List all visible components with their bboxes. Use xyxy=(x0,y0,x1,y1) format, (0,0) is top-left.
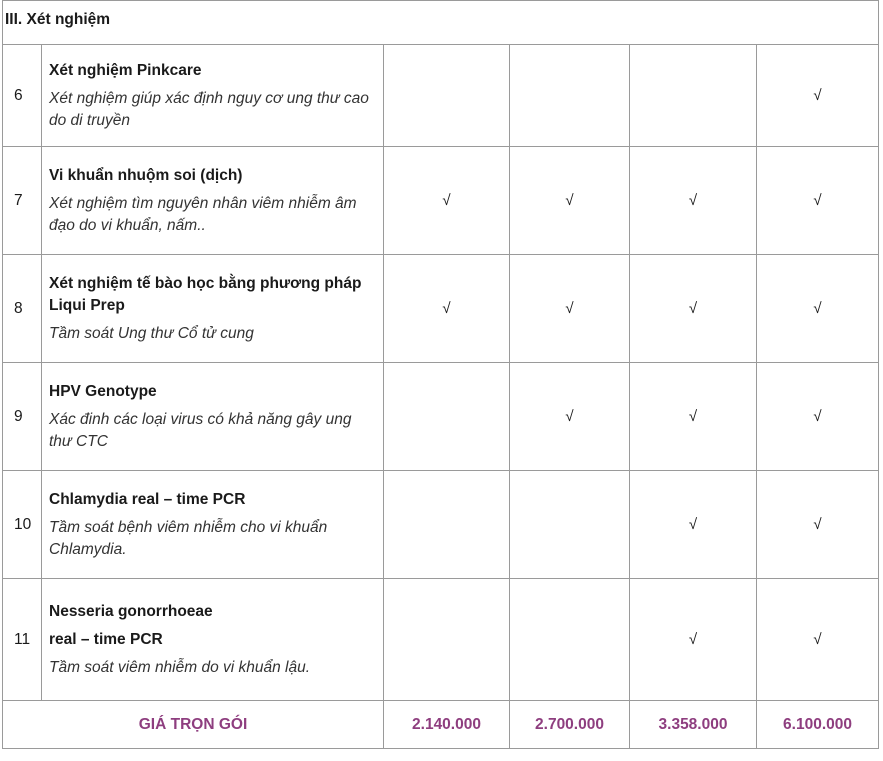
package-3-cell xyxy=(630,255,757,363)
table-row xyxy=(3,363,879,471)
test-cell xyxy=(42,363,384,471)
package-1-cell xyxy=(384,471,510,579)
check-icon: √ xyxy=(688,192,698,209)
test-description: Xét nghiệm tìm nguyên nhân viêm nhiễm âm đạo do vi khuẩn, nấm.. xyxy=(49,194,357,234)
test-description: Xét nghiệm giúp xác định nguy cơ ung thư cao do di truyền xyxy=(49,89,369,129)
table-row xyxy=(3,471,879,579)
package-3-cell xyxy=(630,579,757,701)
check-icon: √ xyxy=(688,408,698,425)
package-4-cell xyxy=(757,45,879,147)
package-3-cell xyxy=(630,363,757,471)
package-4-cell xyxy=(757,579,879,701)
test-name: real – time PCR xyxy=(49,630,163,648)
package-1-cell xyxy=(384,147,510,255)
package-3-cell xyxy=(630,471,757,579)
check-icon: √ xyxy=(688,631,698,648)
check-icon: √ xyxy=(565,408,574,425)
test-name: Xét nghiệm tế bào học bằng phương pháp Liqui Prep xyxy=(49,274,362,314)
package-price: 6.100.000 xyxy=(757,701,879,749)
package-2-cell xyxy=(510,45,630,147)
row-number: 11 xyxy=(3,579,42,701)
check-icon: √ xyxy=(565,300,574,317)
package-1-cell xyxy=(384,255,510,363)
test-cell xyxy=(42,579,384,701)
table-row xyxy=(3,147,879,255)
package-1-cell xyxy=(384,579,510,701)
section-title: III. Xét nghiệm xyxy=(3,1,879,45)
test-description: Tầm soát Ung thư Cổ tử cung xyxy=(49,324,254,342)
check-icon: √ xyxy=(813,631,822,648)
check-icon: √ xyxy=(813,87,822,104)
package-2-cell xyxy=(510,255,630,363)
test-name: Nesseria gonorrhoeae xyxy=(49,602,213,620)
row-number: 10 xyxy=(3,471,42,579)
test-cell xyxy=(42,147,384,255)
check-icon: √ xyxy=(813,408,822,425)
test-cell xyxy=(42,45,384,147)
package-comparison-table xyxy=(2,0,879,749)
package-4-cell xyxy=(757,363,879,471)
table-row xyxy=(3,45,879,147)
check-icon: √ xyxy=(565,192,574,209)
test-name: Xét nghiệm Pinkcare xyxy=(49,61,202,79)
price-row xyxy=(3,701,879,749)
row-number: 9 xyxy=(3,363,42,471)
package-2-cell xyxy=(510,579,630,701)
section-header-row xyxy=(3,1,879,45)
test-name: Chlamydia real – time PCR xyxy=(49,490,246,508)
package-2-cell xyxy=(510,147,630,255)
table-row xyxy=(3,579,879,701)
price-label: GIÁ TRỌN GÓI xyxy=(3,701,384,749)
check-icon: √ xyxy=(813,516,822,533)
row-number: 7 xyxy=(3,147,42,255)
package-4-cell xyxy=(757,147,879,255)
package-price: 2.700.000 xyxy=(510,701,630,749)
package-price: 2.140.000 xyxy=(384,701,510,749)
check-icon: √ xyxy=(813,300,822,317)
table-row xyxy=(3,255,879,363)
test-name: HPV Genotype xyxy=(49,382,157,400)
test-description: Tầm soát viêm nhiễm do vi khuẩn lậu. xyxy=(49,658,311,676)
package-3-cell xyxy=(630,45,757,147)
package-4-cell xyxy=(757,255,879,363)
check-icon: √ xyxy=(813,192,822,209)
package-2-cell xyxy=(510,363,630,471)
check-icon: √ xyxy=(688,300,698,317)
test-name: Vi khuẩn nhuộm soi (dịch) xyxy=(49,166,243,184)
check-icon: √ xyxy=(442,300,451,317)
package-4-cell xyxy=(757,471,879,579)
package-3-cell xyxy=(630,147,757,255)
test-cell xyxy=(42,255,384,363)
check-icon: √ xyxy=(688,516,698,533)
package-1-cell xyxy=(384,45,510,147)
package-1-cell xyxy=(384,363,510,471)
package-price: 3.358.000 xyxy=(630,701,757,749)
package-2-cell xyxy=(510,471,630,579)
check-icon: √ xyxy=(442,192,451,209)
row-number: 8 xyxy=(3,255,42,363)
test-cell xyxy=(42,471,384,579)
row-number: 6 xyxy=(3,45,42,147)
test-description: Xác đinh các loại virus có khả năng gây ung thư CTC xyxy=(49,410,352,450)
test-description: Tầm soát bệnh viêm nhiễm cho vi khuẩn Chlamydia. xyxy=(49,518,328,558)
